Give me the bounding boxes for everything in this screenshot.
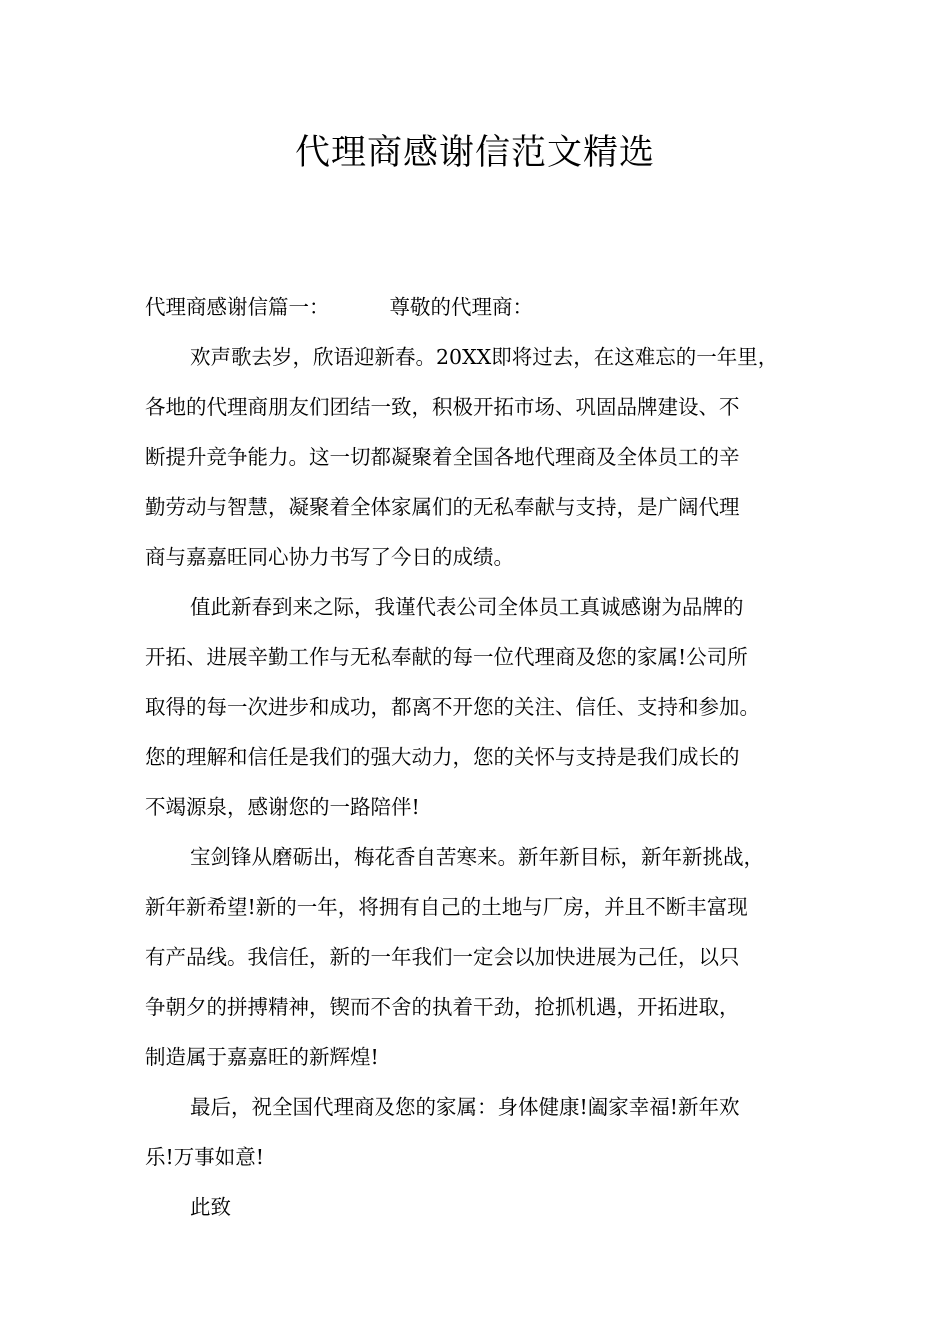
paragraph-line: 制造属于嘉嘉旺的新辉煌! xyxy=(145,1045,379,1069)
paragraph-3 xyxy=(145,832,829,1082)
paragraph-line: 断提升竞争能力。这一切都凝聚着全国各地代理商及全体员工的辛 xyxy=(145,445,740,469)
paragraph-4 xyxy=(145,1082,829,1182)
paragraph-line: 勤劳动与智慧，凝聚着全体家属们的无私奉献与支持，是广阔代理 xyxy=(145,495,740,519)
paragraph-line: 争朝夕的拼搏精神，锲而不舍的执着干劲，抢抓机遇，开拓进取， xyxy=(145,995,740,1019)
paragraph-line: 欢声歌去岁，欣语迎新春。20XX即将过去，在这难忘的一年里， xyxy=(190,345,779,369)
letter-salutation: 尊敬的代理商： xyxy=(389,295,533,319)
letter-heading-label: 代理商感谢信篇一： xyxy=(145,295,330,319)
paragraph-line: 宝剑锋从磨砺出，梅花香自苦寒来。新年新目标，新年新挑战， xyxy=(190,845,764,869)
paragraph-5 xyxy=(145,1182,829,1232)
paragraph-line: 开拓、进展辛勤工作与无私奉献的每一位代理商及您的家属!公司所 xyxy=(145,645,748,669)
paragraph-line: 不竭源泉，感谢您的一路陪伴! xyxy=(145,795,420,819)
paragraph-line: 取得的每一次进步和成功，都离不开您的关注、信任、支持和参加。 xyxy=(145,695,760,719)
paragraph-line: 最后，祝全国代理商及您的家属：身体健康!阖家幸福!新年欢 xyxy=(190,1095,740,1119)
paragraph-line: 您的理解和信任是我们的强大动力，您的关怀与支持是我们成长的 xyxy=(145,745,740,769)
letter-heading xyxy=(145,282,829,332)
letter-body xyxy=(145,282,829,1232)
paragraph-line: 新年新希望!新的一年，将拥有自己的土地与厂房，并且不断丰富现 xyxy=(145,895,748,919)
paragraph-line: 有产品线。我信任，新的一年我们一定会以加快进展为己任，以只 xyxy=(145,945,740,969)
paragraph-line: 值此新春到来之际，我谨代表公司全体员工真诚感谢为品牌的 xyxy=(190,595,744,619)
paragraph-2 xyxy=(145,582,829,832)
document-title: 代理商感谢信范文精选 xyxy=(294,133,655,173)
paragraph-line: 乐!万事如意! xyxy=(145,1145,264,1169)
paragraph-line: 各地的代理商朋友们团结一致，积极开拓市场、巩固品牌建设、不 xyxy=(145,395,740,419)
closing-line: 此致 xyxy=(190,1195,231,1219)
paragraph-line: 商与嘉嘉旺同心协力书写了今日的成绩。 xyxy=(145,545,514,569)
paragraph-1 xyxy=(145,332,829,582)
